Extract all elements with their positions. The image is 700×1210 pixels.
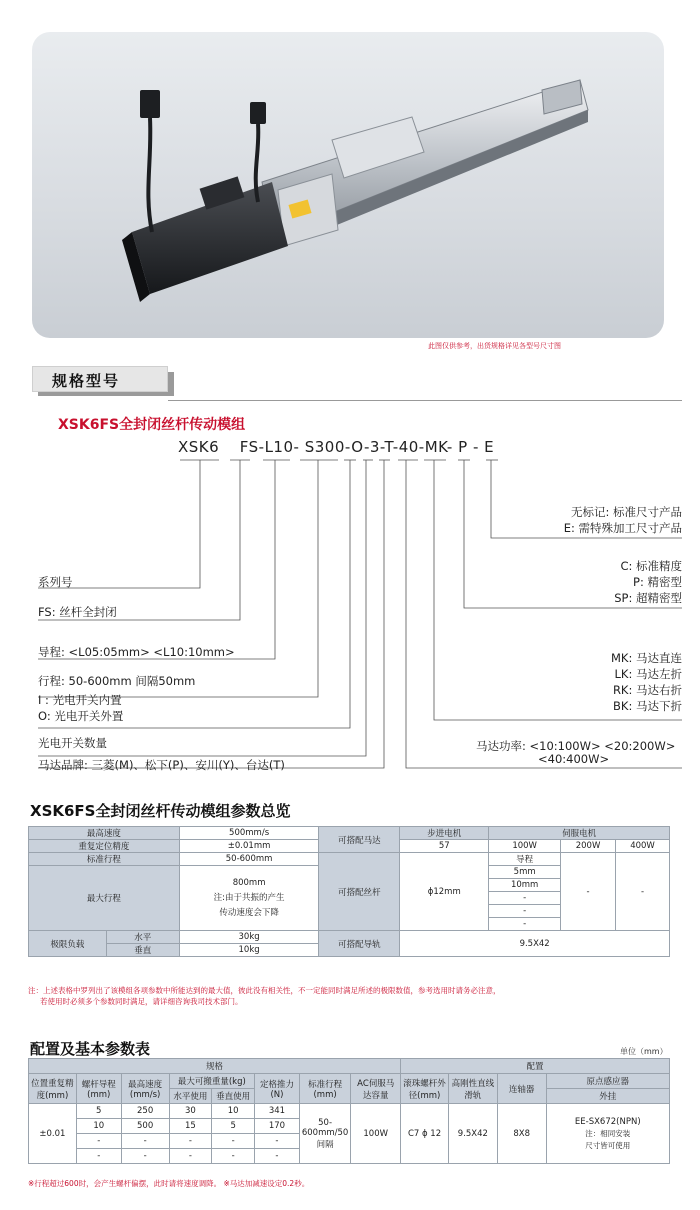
cfg-conf-hdr: 配置: [401, 1059, 670, 1074]
label-power: 马达功率: <10:100W> <20:200W>: [476, 739, 676, 753]
cfg-cell: -: [255, 1134, 300, 1149]
code-sep: -: [379, 438, 385, 456]
code-seg-qty: 3: [369, 438, 380, 456]
label-e-none: 无标记: 标准尺寸产品: [570, 505, 682, 519]
cell-servo: 伺服电机: [489, 827, 670, 840]
cell-stepper: 步进电机: [400, 827, 489, 840]
cfg-screw-hdr: 滚珠螺杆外径(mm): [401, 1074, 449, 1104]
cell-lead-dash: -: [489, 892, 561, 905]
cell-lead-hdr: 导程: [489, 853, 561, 866]
label-sensor-out: O: 光电开关外置: [38, 709, 124, 723]
code-seg-stroke: S300: [304, 438, 345, 456]
cell-load-label: 极限负载: [29, 931, 107, 957]
cfg-cell: 5: [212, 1119, 255, 1134]
cfg-cell: -: [169, 1149, 212, 1164]
cfg-external-hdr: 外挂: [546, 1089, 669, 1104]
code-sep: -: [418, 438, 425, 456]
code-seg-brand: T: [384, 438, 393, 456]
cfg-ac-val: 100W: [351, 1104, 401, 1164]
label-series: 系列号: [38, 575, 73, 589]
cell-servo-200: 200W: [561, 840, 616, 853]
cfg-cell: -: [76, 1149, 121, 1164]
cfg-coupling-hdr: 连轴器: [497, 1074, 546, 1104]
label-sensor-in: I : 光电开关内置: [38, 693, 122, 707]
code-sep: -: [258, 438, 265, 456]
cfg-hor-hdr: 水平使用: [169, 1089, 212, 1104]
cell-servo-400: 400W: [616, 840, 670, 853]
label-precision-sp: SP: 超精密型: [614, 591, 682, 605]
max-stroke-note2: 传动速度会下降: [219, 907, 279, 918]
config-title: 配置及基本参数表: [30, 1040, 151, 1058]
code-sep: -: [392, 438, 399, 456]
cfg-rail-hdr: 高刚性直线滑轨: [448, 1074, 497, 1104]
code-sep: -: [293, 438, 300, 456]
cfg-accuracy: ±0.01: [29, 1104, 77, 1164]
cfg-cell: -: [121, 1134, 169, 1149]
cfg-sensor: [546, 1104, 669, 1164]
cell-horizontal: 水平: [106, 931, 179, 944]
cfg-cell: 250: [121, 1104, 169, 1119]
cfg-cell: 5: [76, 1104, 121, 1119]
code-sep: -: [446, 438, 453, 456]
code-seg-special: E: [484, 438, 495, 456]
code-sep: -: [472, 438, 479, 456]
cfg-cell: 15: [169, 1119, 212, 1134]
label-e-special: E: 需特殊加工尺寸产品: [563, 521, 682, 535]
section-label: 规格型号: [52, 372, 121, 390]
label-power-400: <40:400W>: [538, 752, 610, 766]
cell-max-speed-label: 最高速度: [29, 827, 180, 840]
cell-lead-dash: -: [489, 918, 561, 931]
cfg-lead-hdr: 螺杆导程(mm): [76, 1074, 121, 1104]
cfg-spec-hdr: 规格: [29, 1059, 401, 1074]
params-note-1: 注：上述表格中罗列出了该模组各项参数中所能达到的最大值，彼此没有相关性，不一定能同时满足所述的极限数值，参考选用时请务必注意，: [28, 986, 501, 995]
label-rk: RK: 马达右折: [612, 683, 682, 697]
cfg-cell: -: [255, 1149, 300, 1164]
code-seg-sensor: O: [351, 438, 364, 456]
cell-horizontal-val: 30kg: [179, 931, 319, 944]
config-table: [28, 1058, 670, 1164]
label-precision-c: C: 标准精度: [620, 559, 682, 573]
cfg-maxload-hdr: 最大可搬重量(kg): [169, 1074, 255, 1089]
cell-max-speed: 500mm/s: [179, 827, 319, 840]
label-bk: BK: 马达下折: [613, 699, 682, 713]
label-precision-p: P: 精密型: [633, 575, 682, 589]
cfg-stroke-val: 50-600mm/50间隔: [299, 1104, 350, 1164]
cell-rail-label: 可搭配导轨: [319, 931, 400, 957]
cfg-sensor-note1: 注：相同安装: [585, 1128, 631, 1138]
cfg-sensor-note2: 尺寸皆可使用: [585, 1140, 631, 1150]
code-seg-precision: P: [458, 438, 468, 456]
code-seg-motor-mount: MK: [424, 438, 447, 456]
image-caption: 此图仅供参考，出货规格详见各型号尺寸图: [428, 342, 561, 350]
label-lk: LK: 马达左折: [614, 667, 682, 681]
code-seg-lead: L10: [264, 438, 294, 456]
cell-vertical-val: 10kg: [179, 944, 319, 957]
config-unit: 单位（mm）: [620, 1047, 668, 1056]
cell-repeat-label: 重复定位精度: [29, 840, 180, 853]
cfg-thrust-hdr: 定格推力(N): [255, 1074, 300, 1104]
cell-std-stroke: 50-600mm: [179, 853, 319, 866]
cfg-cell: -: [212, 1134, 255, 1149]
label-fs: FS: 丝杆全封闭: [38, 605, 117, 619]
cell-repeat: ±0.01mm: [179, 840, 319, 853]
cfg-cell: 10: [76, 1119, 121, 1134]
max-stroke-value: 800mm: [232, 877, 266, 888]
cfg-cell: -: [212, 1149, 255, 1164]
cell-rail-val: 9.5X42: [400, 931, 670, 957]
cfg-speed-hdr: 最高速度(mm/s): [121, 1074, 169, 1104]
cell-servo-100: 100W: [489, 840, 561, 853]
code-sep: -: [344, 438, 352, 456]
cfg-cell: -: [76, 1134, 121, 1149]
cfg-origin-hdr: 原点感应器: [546, 1074, 669, 1089]
cfg-cell: 341: [255, 1104, 300, 1119]
cfg-ver-hdr: 垂直使用: [212, 1089, 255, 1104]
cfg-repeat-hdr: 位置重复精度(mm): [29, 1074, 77, 1104]
cfg-cell: 170: [255, 1119, 300, 1134]
product-title: XSK6FS全封闭丝杆传动模组: [58, 417, 246, 433]
cfg-cell: 500: [121, 1119, 169, 1134]
label-brand: 马达品牌: 三菱(M)、松下(P)、安川(Y)、台达(T): [38, 758, 285, 772]
cell-max-stroke: [179, 866, 319, 931]
cfg-screw-val: C7 ϕ 12: [401, 1104, 449, 1164]
label-stroke: 行程: 50-600mm 间隔50mm: [38, 674, 196, 688]
cfg-cell: 30: [169, 1104, 212, 1119]
cfg-cell: -: [169, 1134, 212, 1149]
code-seg-power: 40: [398, 438, 419, 456]
cell-vertical: 垂直: [106, 944, 179, 957]
cell-max-stroke-label: 最大行程: [29, 866, 180, 931]
config-note: ※行程超过600时，会产生螺杆偏摆，此时请将速度调降。 ※马达加减速设定0.2秒。: [28, 1179, 310, 1188]
cell-screw-label: 可搭配丝杆: [319, 853, 400, 931]
cfg-sensor-val: EE-SX672(NPN): [574, 1116, 641, 1127]
cell-stepper-val: 57: [400, 840, 489, 853]
label-sensor-qty: 光电开关数量: [38, 736, 107, 750]
params-note-2: 若使用时必须多个参数同时满足，请详细咨询我司技术部门。: [40, 997, 243, 1006]
cell-std-stroke-label: 标准行程: [29, 853, 180, 866]
params-title: XSK6FS全封闭丝杆传动模组参数总览: [30, 802, 291, 820]
cell-screw-dia: ϕ12mm: [400, 853, 489, 931]
code-seg-fs: FS: [239, 438, 259, 456]
cell-lead-dash: -: [489, 905, 561, 918]
params-table: [28, 826, 670, 957]
cell-motor-label: 可搭配马达: [319, 827, 400, 853]
code-sep: -: [363, 438, 370, 456]
cfg-cell: 10: [212, 1104, 255, 1119]
max-stroke-note1: 注:由于共振的产生: [213, 892, 285, 903]
label-mk: MK: 马达直连: [611, 651, 682, 665]
cfg-rail-val: 9.5X42: [448, 1104, 497, 1164]
cfg-cell: -: [121, 1149, 169, 1164]
code-seg-series: XSK6: [178, 438, 220, 456]
cell-servo-200-screw: -: [561, 853, 616, 931]
cell-lead-10: 10mm: [489, 879, 561, 892]
cfg-stroke-hdr: 标准行程(mm): [299, 1074, 350, 1104]
cfg-ac-hdr: AC伺服马达容量: [351, 1074, 401, 1104]
cell-servo-400-screw: -: [616, 853, 670, 931]
cfg-coupling-val: 8X8: [497, 1104, 546, 1164]
cell-lead-5: 5mm: [489, 866, 561, 879]
label-lead: 导程: <L05:05mm> <L10:10mm>: [38, 645, 235, 659]
